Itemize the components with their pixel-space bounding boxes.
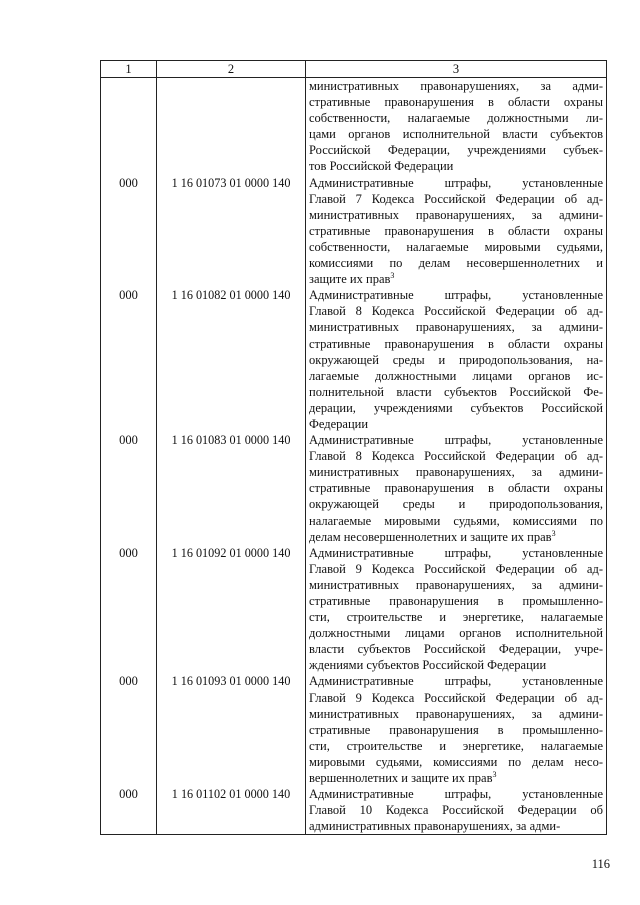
- description-line: Административные штрафы, установленные: [309, 674, 603, 689]
- description-line: Административные штрафы, установленные: [309, 787, 603, 802]
- table-body: [101, 78, 607, 835]
- description-line: Административные штрафы, установленные: [309, 175, 603, 190]
- description-line: окружающей среды и природопользования,: [309, 497, 603, 512]
- description-line: Главой 10 Кодекса Российской Федерации об: [309, 803, 603, 818]
- description-line: сти, строительстве и энергетике, налагаемые: [309, 738, 603, 753]
- description-line: Административные штрафы, установленные: [309, 288, 603, 303]
- budget-code-cell: 1 16 01092 01 0000 140: [157, 545, 306, 674]
- table-row: [101, 786, 607, 835]
- description-line: вершеннолетних и защите их прав$^3$: [309, 769, 497, 786]
- description-cell: [306, 673, 607, 786]
- footnote-marker: 3: [551, 528, 556, 538]
- budget-code-cell: 1 16 01073 01 0000 140: [157, 175, 306, 288]
- table-row: [101, 175, 607, 288]
- table-row: [101, 287, 607, 432]
- description-line: собственности, налагаемые должностными ли-: [309, 111, 603, 126]
- admin-code-cell: 000: [101, 287, 157, 432]
- footnote-marker: 3: [492, 769, 497, 779]
- description-line: дерации, учреждениями субъектов Российской: [309, 400, 603, 415]
- admin-code-cell: [101, 78, 157, 175]
- description-line: Главой 9 Кодекса Российской Федерации об ад-: [309, 690, 603, 705]
- description-line: власти субъектов Российской Федерации, учре-: [309, 642, 603, 657]
- footnote-marker: 3: [390, 270, 395, 280]
- table-row: [101, 673, 607, 786]
- description-line: Главой 9 Кодекса Российской Федерации об ад-: [309, 561, 603, 576]
- admin-code-cell: 000: [101, 545, 157, 674]
- column-header-3: 3: [306, 61, 607, 78]
- budget-code-cell: 1 16 01082 01 0000 140: [157, 287, 306, 432]
- description-line: министративных правонарушениях, за админи-: [309, 320, 603, 335]
- description-cell: [306, 175, 607, 288]
- description-line: стративные правонарушения в области охраны: [309, 336, 603, 351]
- description-line: министративных правонарушениях, за админи-: [309, 577, 603, 592]
- description-line: Российской Федерации, учреждениями субъек-: [309, 143, 603, 158]
- description-line: налагаемые мировыми судьями, комиссиями по: [309, 513, 603, 528]
- description-line: мировыми судьями, комиссиями по делам несо-: [309, 754, 603, 769]
- description-line: стративные правонарушения в области охраны: [309, 95, 603, 110]
- admin-code-cell: 000: [101, 175, 157, 288]
- description-line: стративные правонарушения в промышленно-: [309, 594, 603, 608]
- budget-code-cell: 1 16 01102 01 0000 140: [157, 786, 306, 835]
- description-cell: [306, 78, 607, 175]
- description-line: министративных правонарушениях, за админи-: [309, 207, 603, 222]
- column-header-2: 2: [157, 61, 306, 78]
- description-line: лагаемые должностными лицами органов ис-: [309, 368, 603, 383]
- description-line: министративных правонарушениях, за админи-: [309, 706, 603, 721]
- description-line: защите их прав$^3$: [309, 270, 395, 287]
- description-line: Главой 8 Кодекса Российской Федерации об ад-: [309, 449, 603, 464]
- header-row: [101, 61, 607, 78]
- table-header: [101, 61, 607, 78]
- description-line: должностными лицами органов исполнительной: [309, 626, 603, 641]
- description-line: Административные штрафы, установленные: [309, 545, 603, 560]
- description-line: сти, строительстве и энергетике, налагаемые: [309, 610, 603, 625]
- admin-code-cell: 000: [101, 673, 157, 786]
- description-cell: [306, 287, 607, 432]
- description-line: Главой 8 Кодекса Российской Федерации об ад-: [309, 304, 603, 319]
- admin-code-cell: 000: [101, 786, 157, 835]
- description-line: стративные правонарушения в промышленно-: [309, 722, 603, 737]
- table-row: [101, 545, 607, 674]
- description-line: тов Российской Федерации: [309, 159, 454, 174]
- budget-code-cell: 1 16 01093 01 0000 140: [157, 673, 306, 786]
- description-line: Федерации: [309, 416, 369, 431]
- description-line: Главой 7 Кодекса Российской Федерации об ад-: [309, 191, 603, 206]
- description-line: полнительной власти субъектов Российской Фе-: [309, 384, 603, 399]
- description-line: делам несовершеннолетних и защите их прав$^3$: [309, 528, 556, 544]
- admin-code-cell: 000: [101, 432, 157, 545]
- description-cell: [306, 432, 607, 545]
- table-row: [101, 432, 607, 545]
- description-line: Административные штрафы, установленные: [309, 433, 603, 448]
- table-row: [101, 78, 607, 175]
- page-number: 116: [591, 857, 610, 871]
- budget-classification-table: [100, 60, 607, 835]
- budget-code-cell: 1 16 01083 01 0000 140: [157, 432, 306, 545]
- description-line: стративные правонарушения в области охраны: [309, 481, 603, 496]
- budget-code-cell: [157, 78, 306, 175]
- description-cell: [306, 786, 607, 835]
- description-line: собственности, налагаемые мировыми судьями,: [309, 239, 603, 254]
- description-cell: [306, 545, 607, 674]
- description-line: ждениями субъектов Российской Федерации: [309, 658, 547, 673]
- description-line: окружающей среды и природопользования, на-: [309, 352, 603, 367]
- description-line: стративные правонарушения в области охраны: [309, 223, 603, 238]
- column-header-1: 1: [101, 61, 157, 78]
- description-line: комиссиями по делам несовершеннолетних и: [309, 256, 603, 271]
- description-line: административных правонарушениях, за адми-: [309, 819, 561, 834]
- description-line: министративных правонарушениях, за админи-: [309, 465, 603, 480]
- description-line: министративных правонарушениях, за адми-: [309, 79, 603, 93]
- description-line: цами органов исполнительной власти субъектов: [309, 127, 603, 142]
